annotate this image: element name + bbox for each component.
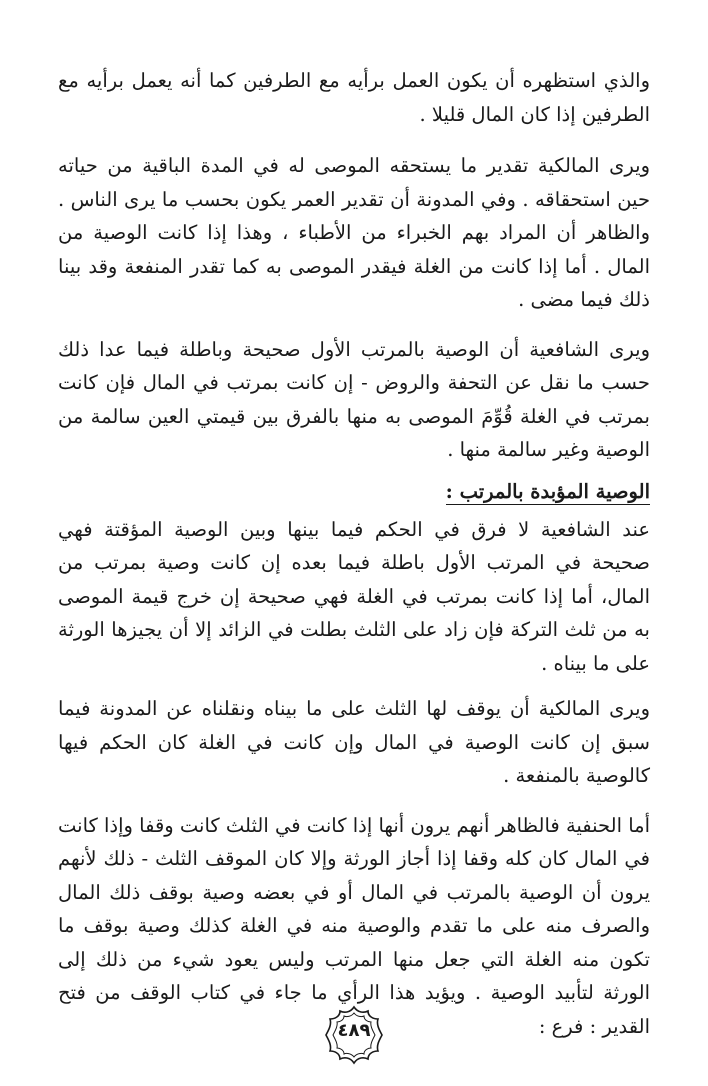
section-heading-text: الوصية المؤبدة بالمرتب : (445, 479, 650, 503)
paragraph-5: ويرى المالكية أن يوقف لها الثلث على ما بيناه ونقلناه عن المدونة فيما سبق إن كانت الوصية في المال وإن كانت في الغلة كان الحكم فيها كالوصية بالمنفعة . (58, 697, 650, 787)
paragraph-4: عند الشافعية لا فرق في الحكم فيما بينها وبين الوصية المؤقتة فهي صحيحة في المرتب الأول باطلة فيما بعده إن كانت وصية بمرتب من المال، أما إذا كانت بمرتب في الغلة فهي صحيحة إن خرج قيمة الموصى به من ثلث التركة فإن زاد على الثلث بطلت في الزائد إلا أن يجيزها الورثة على ما بيناه . (58, 517, 650, 675)
paragraph-3: ويرى الشافعية أن الوصية بالمرتب الأول صحيحة وباطلة فيما عدا ذلك حسب ما نقل عن التحفة والروض - إن كانت بمرتب في المال فإن كانت بمرتب في الغلة قُوِّمَ الموصى به منها بالفرق بين قيمتي العين سالمة من الوصية وغير سالمة منها . (58, 337, 650, 461)
section-heading (58, 477, 650, 507)
page-number: ٤٨٩ (337, 1020, 371, 1041)
paragraph-6: أما الحنفية فالظاهر أنهم يرون أنها إذا كانت في الثلث كانت وقفا وإذا كانت في المال كان كله وقفا إذا أجاز الورثة وإلا كان الموقف الثلث - ذلك لأنهم يرون أن الوصية بالمرتب في المال أو في بعضه وصية بوقف ذلك المال والصرف منه على ما تقدم والوصية منه في الغلة كذلك وصية بوقف ما تكون منه الغلة التي جعل منها المرتب وليس يعود شيء من ذلك إلى الورثة لتأبيد الوصية . ويؤيد هذا الرأي ما جاء في كتاب الوقف من فتح القدير : فرع : (58, 813, 650, 1038)
paragraph-2: ويرى المالكية تقدير ما يستحقه الموصى له في المدة الباقية من حياته حين استحقاقه . وفي المدونة أن تقدير العمر يكون بحسب ما يرى الناس . والظاهر أن المراد بهم الخبراء من الأطباء ، وهذا إذا كانت الوصية من المال . أما إذا كانت من الغلة فيقدر الموصى به كما تقدر المنفعة وقد بينا ذلك فيما مضى . (58, 154, 650, 311)
paragraph-1: والذي استظهره أن يكون العمل برأيه مع الطرفين كما أنه يعمل برأيه مع الطرفين إذا كان المال قليلا . (58, 69, 650, 126)
